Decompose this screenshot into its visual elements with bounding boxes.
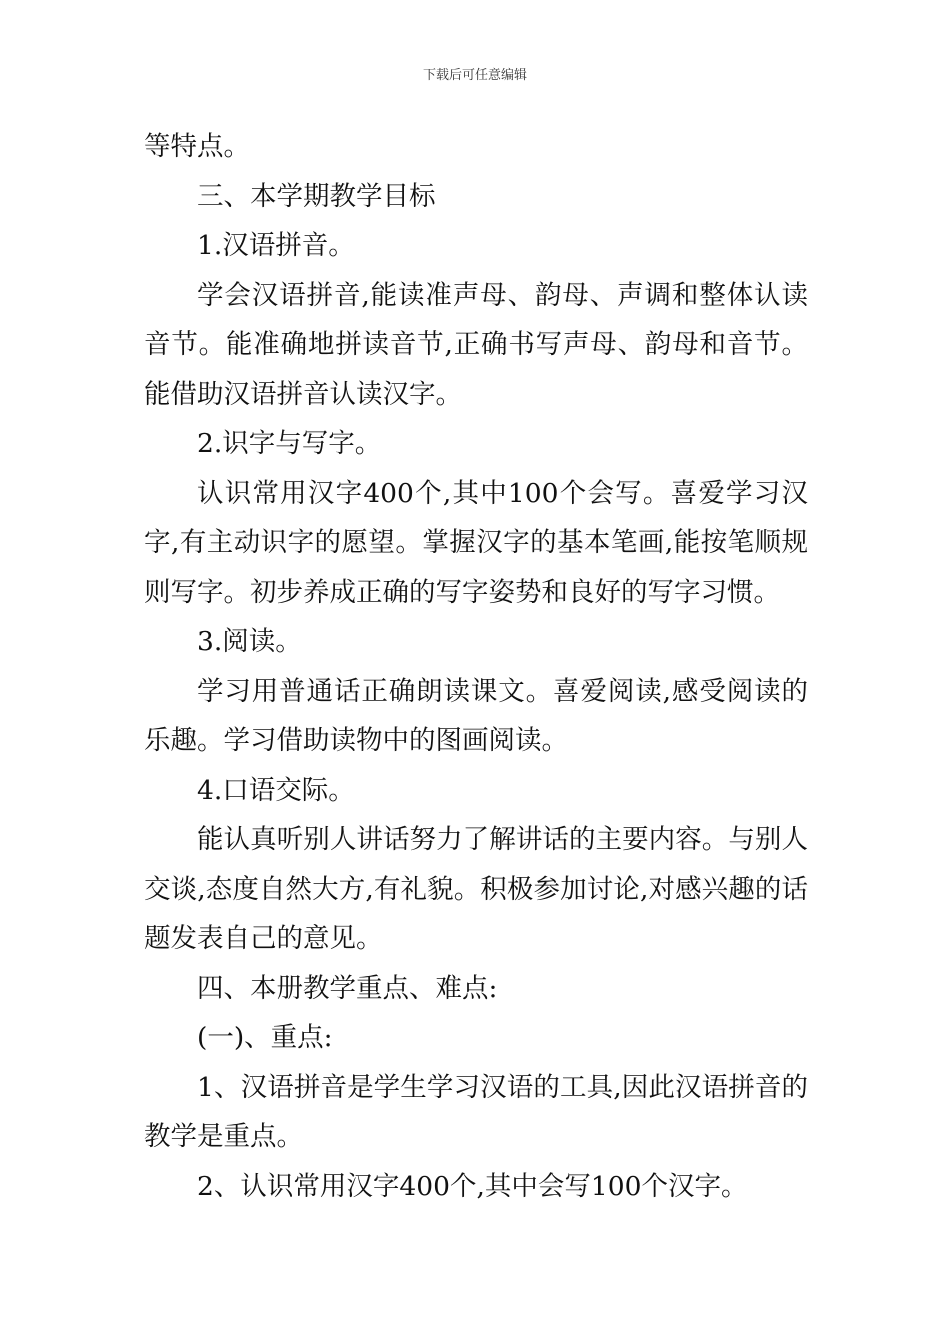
paragraph: 学会汉语拼音,能读准声母、韵母、声调和整体认读音节。能准确地拼读音节,正确书写声母、韵母和音节。能借助汉语拼音认读汉字。 [144,279,808,410]
subsection-heading: 2.识字与写字。 [197,428,382,459]
paragraph: 学习用普通话正确朗读课文。喜爱阅读,感受阅读的乐趣。学习借助读物中的图画阅读。 [144,675,808,756]
list-item: 2、认识常用汉字400个,其中会写100个汉字。 [197,1170,748,1202]
list-item: 1、汉语拼音是学生学习汉语的工具,因此汉语拼音的教学是重点。 [144,1071,808,1152]
document-body [144,122,808,1211]
section-heading: 三、本学期教学目标 [197,180,436,212]
page-header: 下载后可任意编辑 [422,68,527,83]
subsection-heading: (一)、重点: [197,1022,333,1053]
section-heading: 四、本册教学重点、难点: [197,972,498,1004]
subsection-heading: 3.阅读。 [197,626,302,657]
subsection-heading: 4.口语交际。 [197,774,355,806]
paragraph: 等特点。 [144,131,250,162]
subsection-heading: 1.汉语拼音。 [197,230,355,261]
paragraph: 认识常用汉字400个,其中100个会写。喜爱学习汉字,有主动识字的愿望。掌握汉字的基本笔画,能按笔顺规则写字。初步养成正确的写字姿势和良好的写字习惯。 [144,477,808,608]
paragraph: 能认真听别人讲话努力了解讲话的主要内容。与别人交谈,态度自然大方,有礼貌。积极参加讨论,对感兴趣的话题发表自己的意见。 [144,824,808,954]
